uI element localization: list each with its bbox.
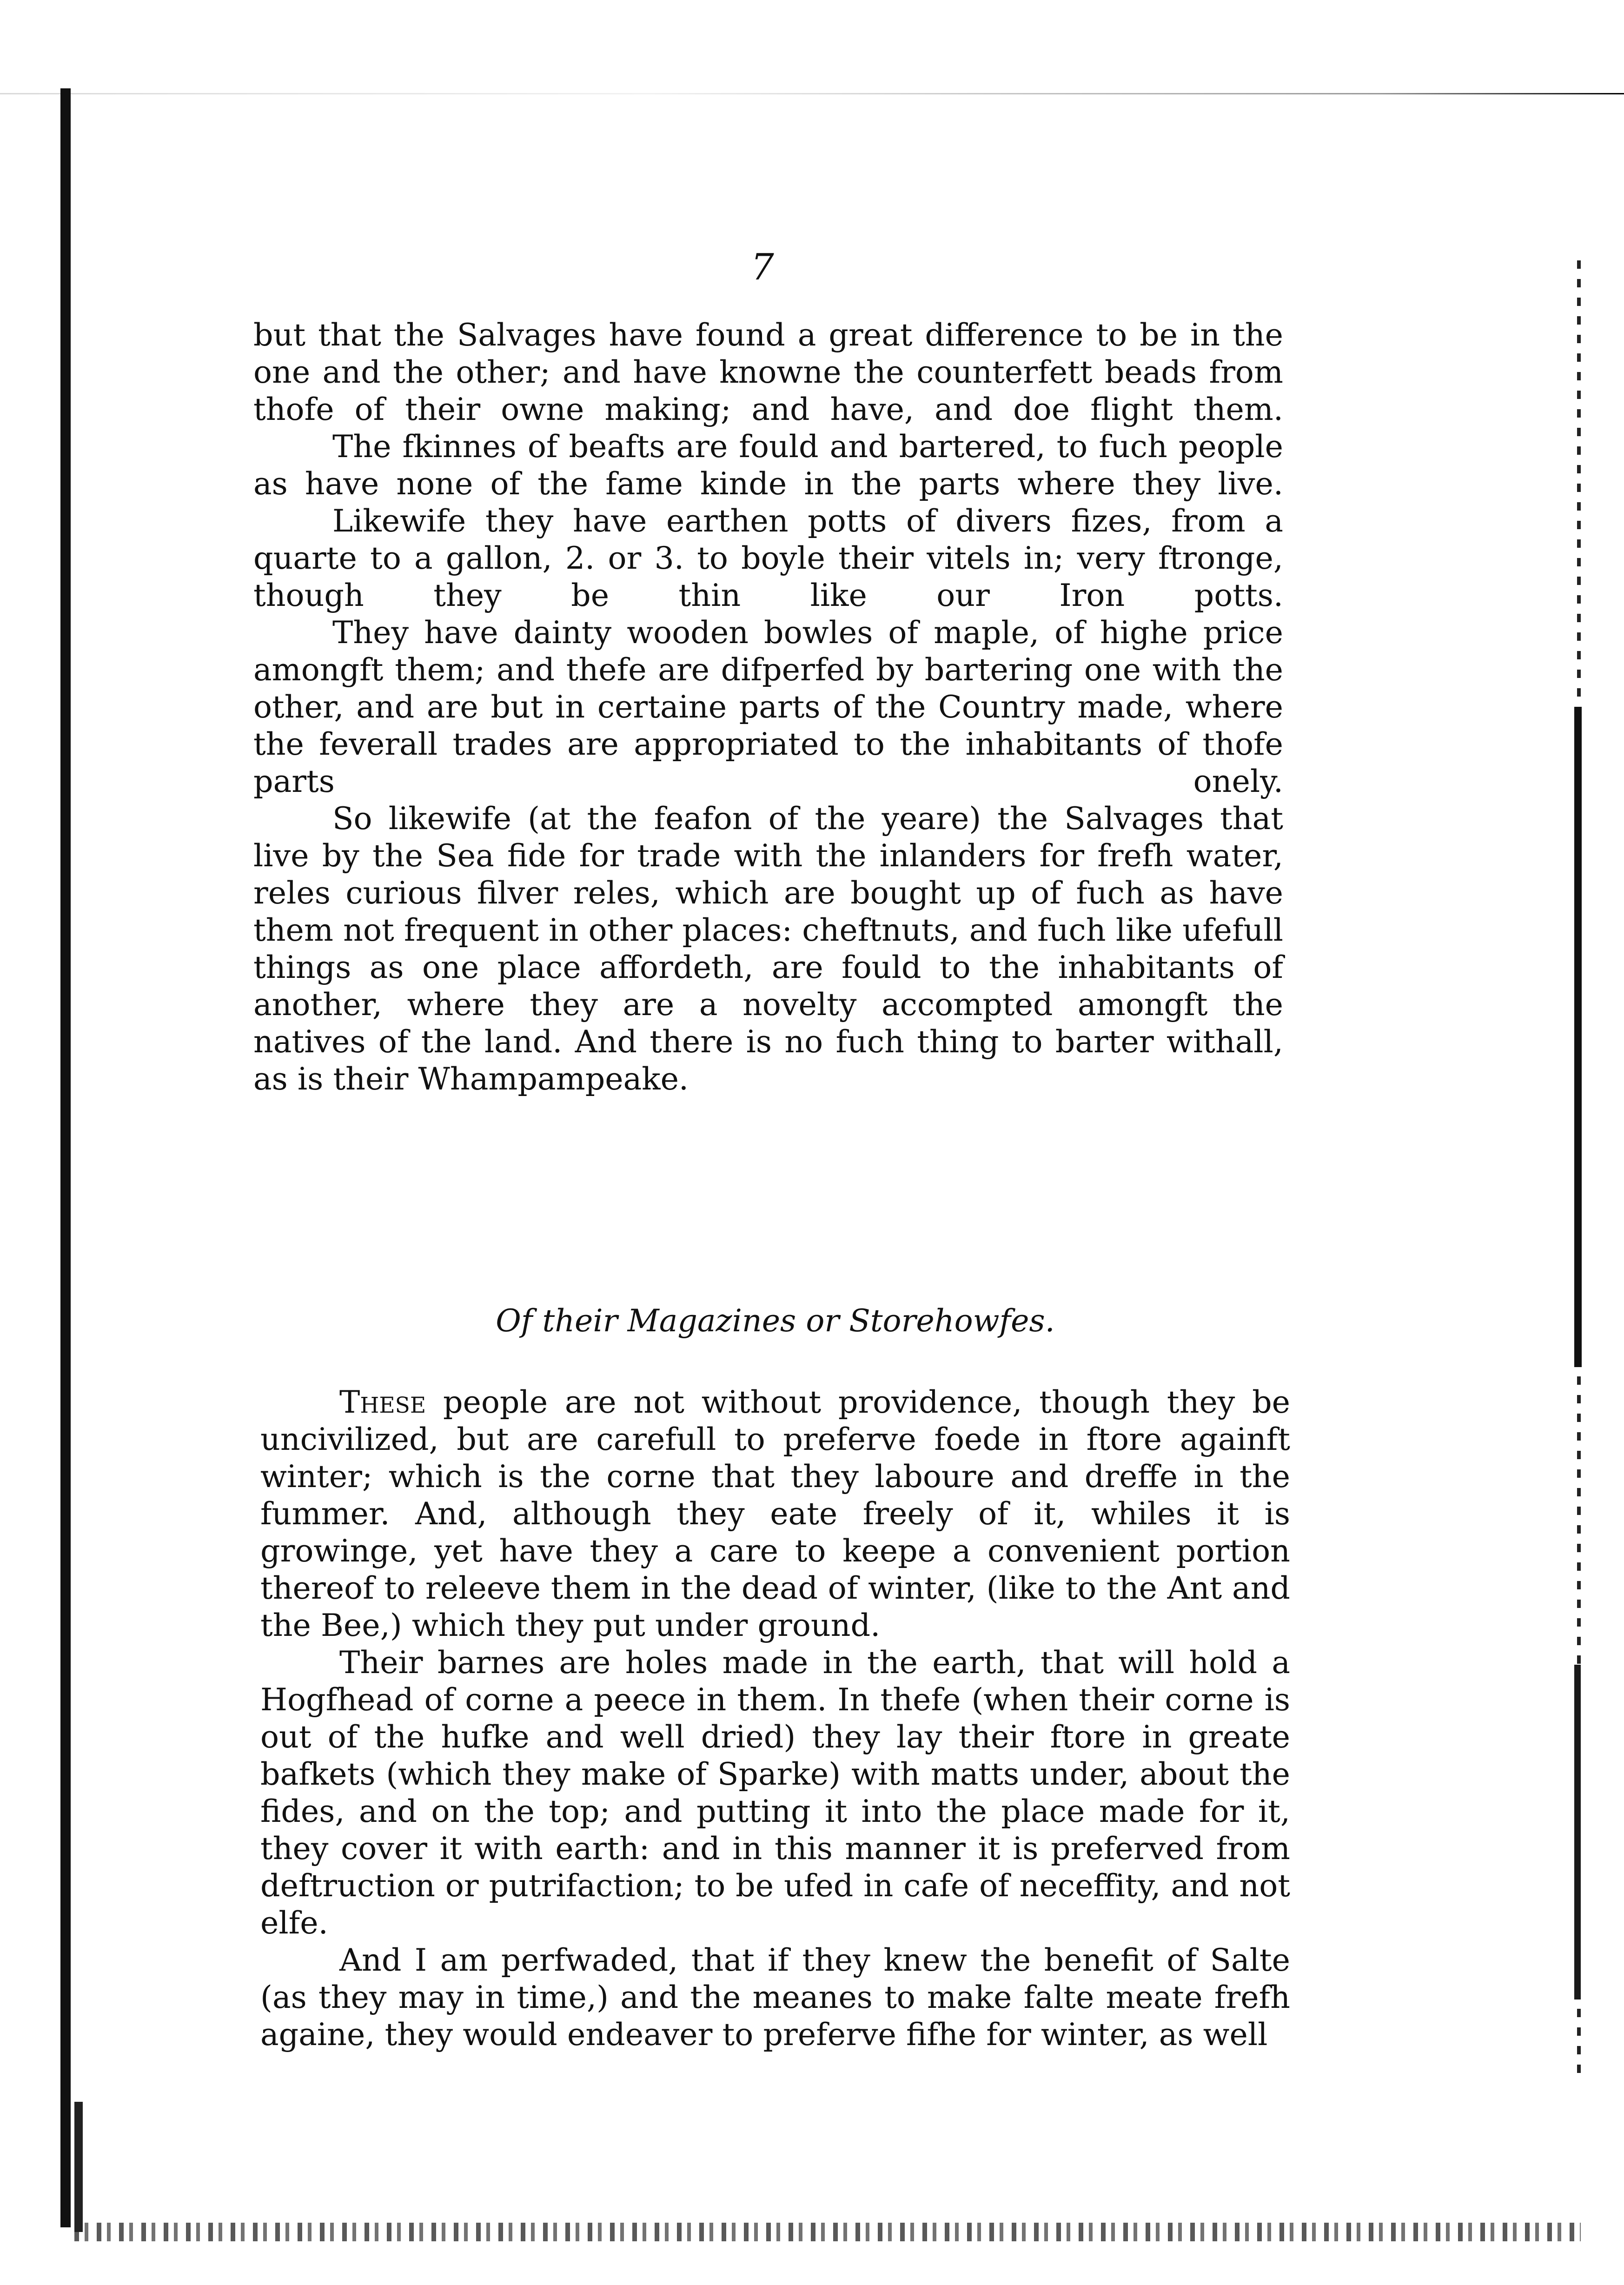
paragraph: So likewife (at the feafon of the yeare) the Salvages that live by the Sea fide for trade with the inlanders for frefh water, reles curious filver reles, which are bought up of fuch as have them not frequent in other places: cheftnuts, and fuch like ufefull things as one place affordeth, are fould to the inhabitants of another, where they are a novelty accompted amongft the natives of the land. And there is no fuch thing to barter withall, as is their Whampampeake.	[253, 800, 1283, 1097]
section-heading: Of their Magazines or Storehowfes.	[496, 1302, 1055, 1339]
section-initial-word: These	[339, 1384, 426, 1420]
paragraph	[260, 1383, 1290, 1644]
paragraph: but that the Salvages have found a great difference to be in the one and the other; and have knowne the counterfett beads from thofe of their owne making; and have, and doe flight them.	[253, 317, 1283, 427]
page-number: 7	[751, 246, 774, 288]
paragraph: The fkinnes of beafts are fould and bartered, to fuch people as have none of the fame kinde in the parts where they live.	[253, 428, 1283, 502]
paragraph: Likewife they have earthen potts of divers fizes, from a quarte to a gallon, 2. or 3. to boyle their vitels in; very ftronge, though they be thin like our Iron potts.	[253, 503, 1283, 613]
page-spine-shadow-lower	[74, 2102, 83, 2232]
body-text-section	[260, 1246, 1290, 2053]
paragraph: And I am perfwaded, that if they knew the benefit of Salte (as they may in time,) and the meanes to make falte meate frefh againe, they would endeaver to preferve fifhe for winter, as well	[260, 1942, 1290, 2053]
paragraph-text: people are not without providence, though they be uncivilized, but are carefull to preferve foede in ftore againft winter; which is the corne that they laboure and dreffe in the fummer. And, although they eate freely of it, whiles it is growinge, yet have they a care to keepe a convenient portion thereof to releeve them in the dead of winter, (like to the Ant and the Bee,) which they put under ground.	[260, 1384, 1291, 1643]
page-right-edge-dark	[1574, 707, 1582, 1367]
body-text-top	[253, 316, 1283, 1097]
page-spine-shadow	[60, 88, 71, 2227]
page-right-edge-dark-lower	[1574, 1665, 1581, 1999]
paragraph: They have dainty wooden bowles of maple, of highe price amongft them; and thefe are difperfed by bartering one with the other, and are but in certaine parts of the Country made, where the feverall trades are appropriated to the inhabitants of thofe parts onely.	[253, 614, 1283, 799]
page-bottom-edge	[74, 2223, 1581, 2241]
scan-top-rule	[0, 93, 1624, 94]
paragraph: Their barnes are holes made in the earth, that will hold a Hogfhead of corne a peece in them. In thefe (when their corne is out of the hufke and well dried) they lay their ftore in greate bafkets (which they make of Sparke) with matts under, about the fides, and on the top; and putting it into the place made for it, they cover it with earth: and in this manner it is preferved from deftruction or putrifaction; to be ufed in cafe of neceffity, and not elfe.	[260, 1644, 1290, 1941]
